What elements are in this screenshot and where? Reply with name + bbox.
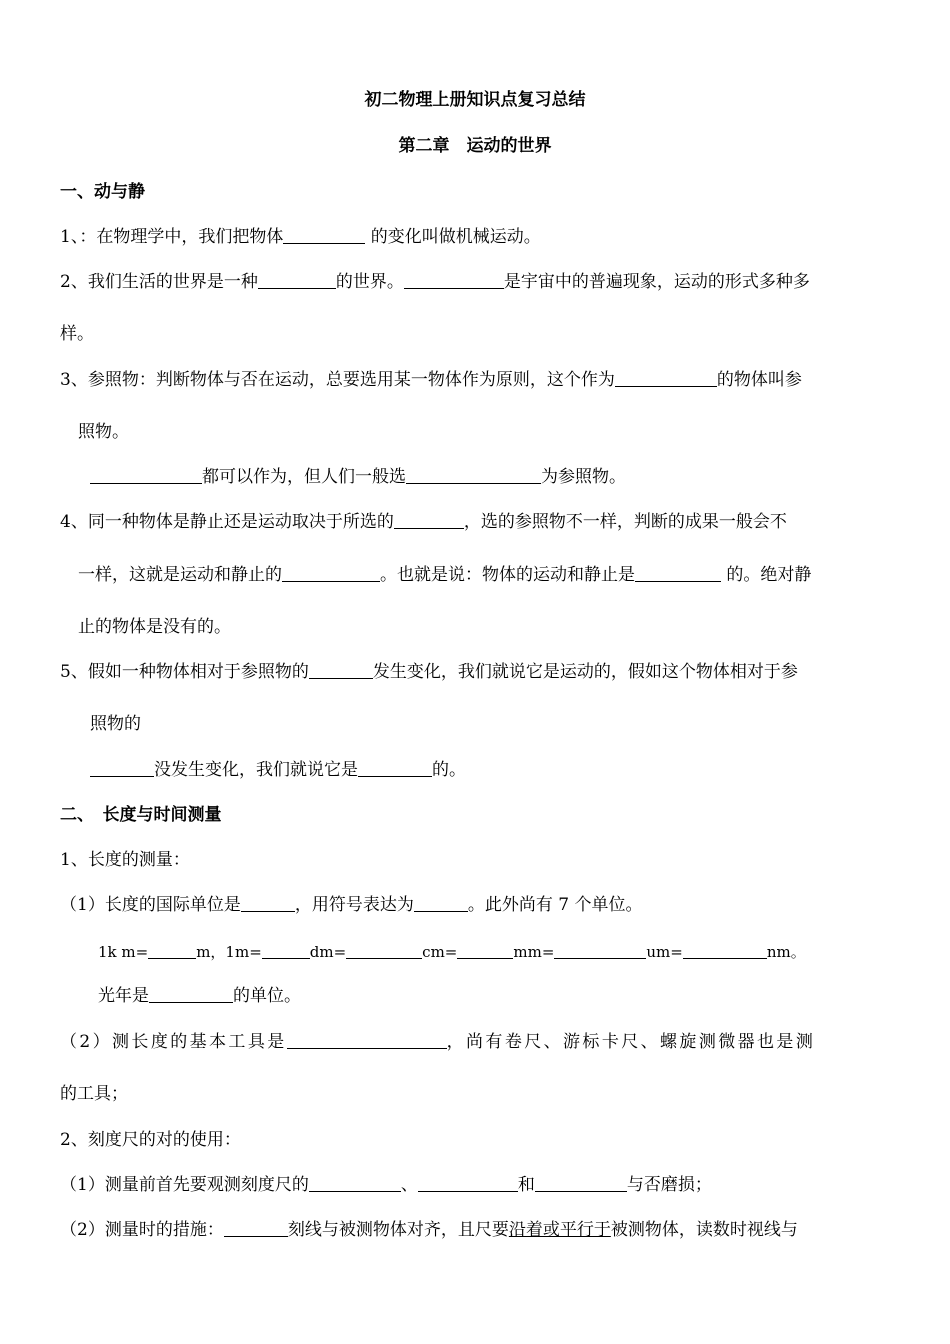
underlined-phrase: 沿着或平行于 (508, 1220, 611, 1240)
fill-blank[interactable] (554, 941, 646, 959)
fill-blank[interactable] (309, 661, 373, 679)
s2-line1: 1、长度的测量： (60, 850, 190, 870)
fill-blank[interactable] (404, 271, 504, 289)
fill-blank[interactable] (148, 941, 196, 959)
s1-line2: 2、我们生活的世界是一种 的世界。 是宇宙中的普遍现象，运动的形式多种多 (60, 272, 810, 292)
s2-line2: （1）长度的国际单位是 ，用符号表达为 。此外尚有 7 个单位。 (60, 895, 643, 915)
fill-blank[interactable] (262, 941, 310, 959)
ruler-heading: 2、刻度尺的对的使用： (60, 1130, 241, 1150)
fill-blank[interactable] (406, 466, 541, 484)
section1-heading: 一、动与静 (60, 182, 145, 202)
ruler-line1: （1）测量前首先要观测刻度尺的 、 和 与否磨损； (60, 1175, 712, 1195)
fill-blank[interactable] (615, 369, 717, 387)
fill-blank[interactable] (635, 564, 721, 582)
fill-blank[interactable] (282, 564, 380, 582)
s1-line5: 5、假如一种物体相对于参照物的 发生变化，我们就说它是运动的，假如这个物体相对于参 (60, 662, 798, 682)
fill-blank[interactable] (224, 1219, 288, 1237)
fill-blank[interactable] (683, 941, 767, 959)
fill-blank[interactable] (457, 941, 513, 959)
fill-blank[interactable] (283, 226, 365, 244)
s1-line5b: 照物的 (90, 714, 141, 734)
tool-line: （2）测长度的基本工具是 ，尚有卷尺、游标卡尺、螺旋测微器也是测 (60, 1032, 816, 1052)
fill-blank[interactable] (535, 1174, 627, 1192)
s1-line5c: 没发生变化，我们就说它是 的。 (90, 758, 466, 782)
fill-blank[interactable] (358, 759, 432, 777)
fill-blank[interactable] (287, 1031, 447, 1049)
document-title: 初二物理上册知识点复习总结 (364, 90, 586, 110)
fill-blank[interactable] (258, 271, 336, 289)
s1-line4b: 一样，这就是运动和静止的 。也就是说：物体的运动和静止是 的。绝对静 (78, 565, 812, 585)
s1-line3b: 照物。 (78, 422, 129, 442)
unit-conversion-line: 1k m= m，1m= dm= cm= mm= um= nm。 (98, 943, 806, 961)
section2-heading: 二、 长度与时间测量 (60, 805, 222, 825)
ruler-line2: （2）测量时的措施： 刻线与被测物体对齐，且尺要沿着或平行于被测物体，读数时视线与 (60, 1220, 798, 1240)
s1-line3: 3、参照物：判断物体与否在运动，总要选用某一物体作为原则，这个作为 的物体叫参 (60, 370, 802, 390)
lightyear-line: 光年是 的单位。 (98, 986, 301, 1006)
s1-line4c: 止的物体是没有的。 (78, 617, 231, 637)
tool-line-b: 的工具； (60, 1084, 128, 1104)
fill-blank[interactable] (346, 941, 422, 959)
fill-blank[interactable] (309, 1174, 401, 1192)
fill-blank[interactable] (149, 985, 233, 1003)
fill-blank[interactable] (414, 894, 468, 912)
chapter-title: 第二章 运动的世界 (398, 136, 552, 156)
s1-line2b: 样。 (60, 324, 94, 344)
fill-blank[interactable] (90, 466, 202, 484)
s1-line1: 1、：在物理学中，我们把物体 的变化叫做机械运动。 (60, 227, 541, 247)
fill-blank[interactable] (394, 511, 464, 529)
fill-blank[interactable] (241, 894, 295, 912)
fill-blank[interactable] (418, 1174, 518, 1192)
s1-line3c: 都可以作为，但人们一般选 为参照物。 (90, 465, 626, 489)
fill-blank[interactable] (90, 759, 154, 777)
s1-line4: 4、同一种物体是静止还是运动取决于所选的 ，选的参照物不一样，判断的成果一般会不 (60, 512, 787, 532)
